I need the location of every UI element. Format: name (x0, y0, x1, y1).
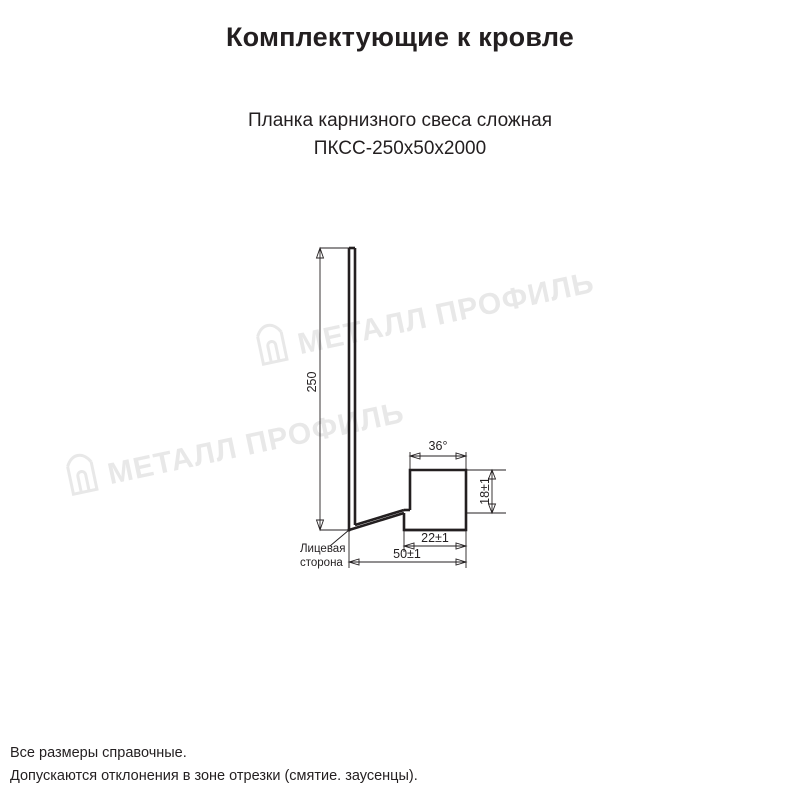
footnote-dimensions-reference: Все размеры справочные. (10, 745, 187, 761)
page-title: Комплектующие к кровле (225, 22, 575, 52)
svg-text:МЕТАЛЛ ПРОФИЛЬ: МЕТАЛЛ ПРОФИЛЬ (294, 266, 598, 362)
dimension-label-angle: 36° (428, 439, 448, 453)
watermark-upper (256, 257, 598, 369)
dimension-label-base: 50±1 (393, 547, 421, 561)
product-code: ПКСС-250х50х2000 (313, 138, 487, 159)
callout-face-side (300, 528, 351, 569)
product-name: Планка карнизного свеса сложная (248, 110, 552, 131)
dimension-label-lip: 18±1 (478, 477, 492, 505)
callout-line2: сторона (300, 557, 343, 569)
svg-text:МЕТАЛЛ ПРОФИЛЬ: МЕТАЛЛ ПРОФИЛЬ (104, 396, 408, 492)
drawing-area (0, 180, 800, 600)
dimension-label-height: 250 (305, 371, 319, 393)
callout-line1: Лицевая (300, 543, 346, 555)
dimension-angle (410, 439, 466, 472)
dimension-lip (466, 470, 506, 513)
footnote-tolerance: Допускаются отклонения в зоне отрезки (смятие. заусенцы). (10, 768, 418, 784)
part-outline (349, 248, 466, 530)
dimension-height (305, 248, 349, 530)
dimension-label-drip: 22±1 (421, 531, 449, 545)
